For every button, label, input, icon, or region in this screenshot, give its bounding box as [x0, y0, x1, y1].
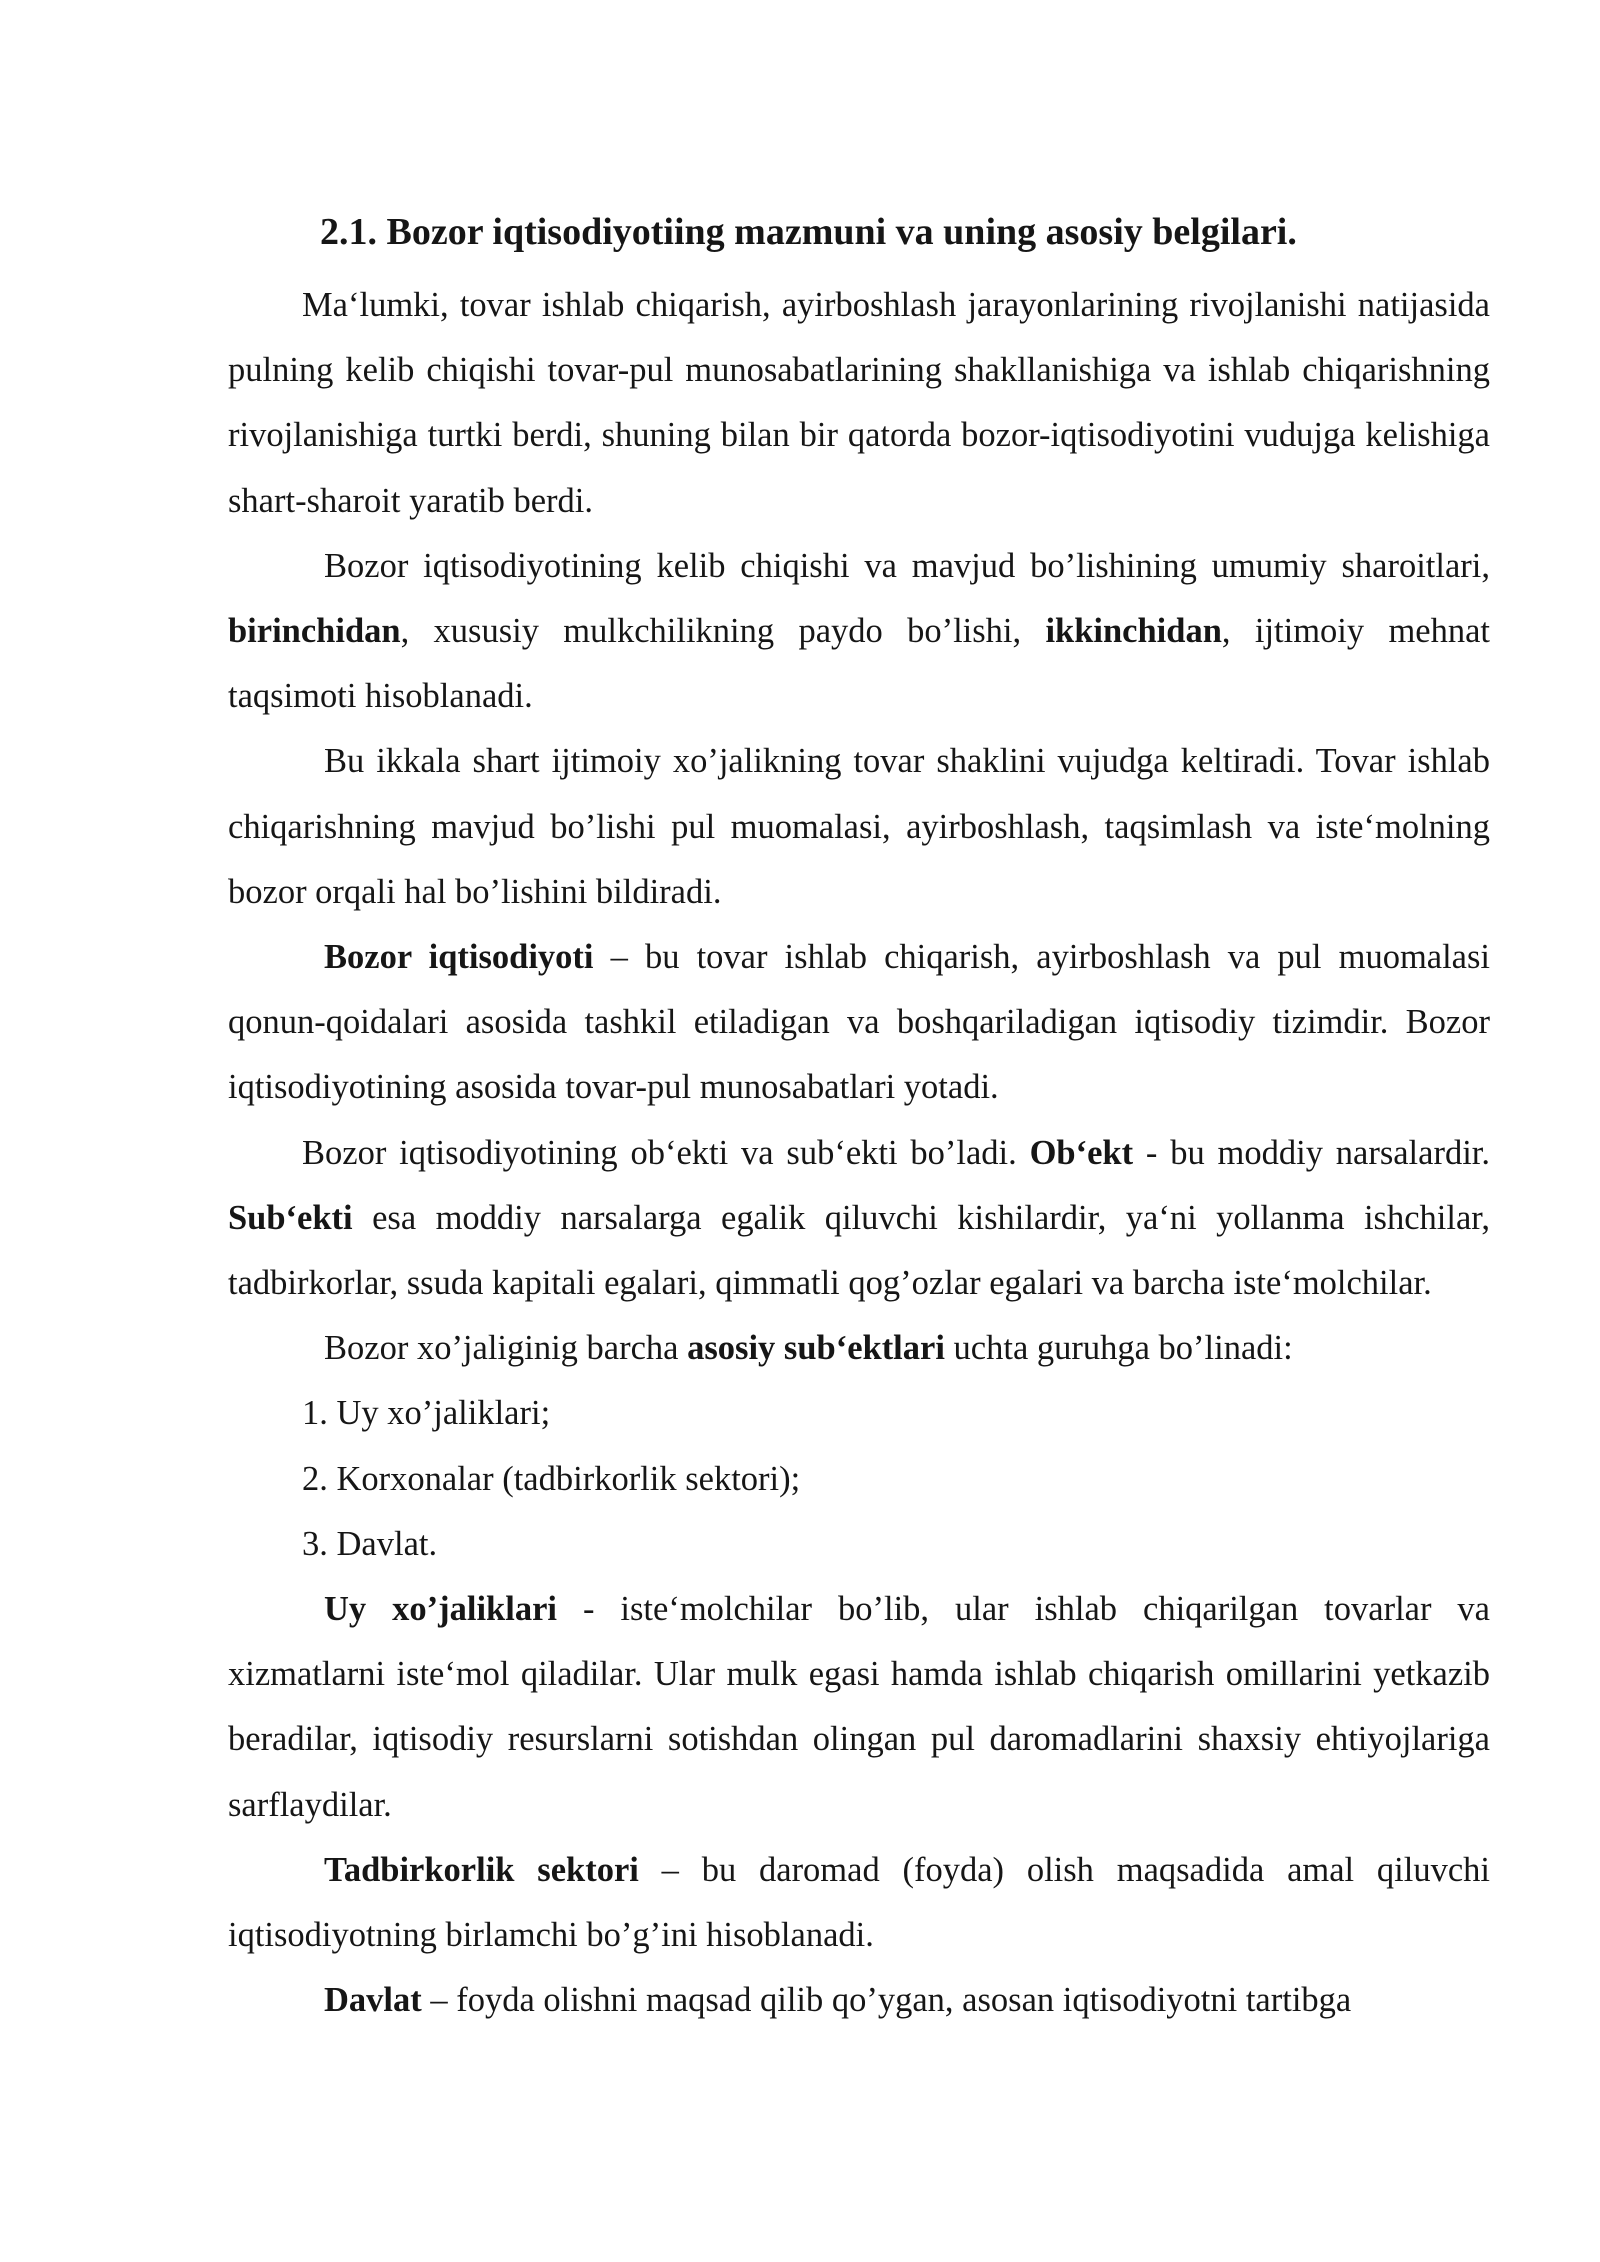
bold-term: Sub‘ekti: [228, 1198, 353, 1237]
paragraph-subjects-groups: [228, 1316, 1490, 1381]
paragraph-two-conditions: Bu ikkala shart ijtimoiy xo’jalikning tovar shaklini vujudga keltiradi. Tovar ishlab chiqarishning mavjud bo’lishi pul muomalasi, ayirboshlash, taqsimlash va iste‘molning bozor orqali hal bo’lishini bildiradi.: [228, 742, 1490, 911]
paragraph-definition: [228, 925, 1490, 1121]
paragraph-households: [228, 1577, 1490, 1838]
paragraph-conditions: [228, 534, 1490, 730]
bold-term: asosiy sub‘ektlari: [687, 1329, 945, 1368]
bold-term: Davlat: [324, 1981, 422, 2020]
text-run: Bozor iqtisodiyotining ob‘ekti va sub‘ekti bo’ladi.: [302, 1133, 1030, 1172]
paragraph-business-sector: [228, 1838, 1490, 1968]
text-run: - iste‘molchilar bo’lib, ular ishlab chiqarilgan tovarlar va xizmatlarni iste‘mol qiladilar. Ular mulk egasi hamda ishlab chiqarish omillarini yetkazib beradilar, iqtisodiy resurslarni sotishdan olingan pul daromadlarini shaxsiy ehtiyojlariga sarflaydilar.: [228, 1590, 1490, 1824]
paragraph-state: [228, 1968, 1490, 2033]
text-run: – bu daromad (foyda) olish maqsadida amal qiluvchi iqtisodiyotning birlamchi bo’g’ini hisoblanadi.: [228, 1850, 1490, 1955]
bold-term: Uy xo’jaliklari: [324, 1590, 557, 1629]
bold-term: Tadbirkorlik sektori: [324, 1850, 639, 1889]
bold-term: Bozor iqtisodiyoti: [324, 938, 594, 977]
list-item: 3. Davlat.: [302, 1524, 438, 1563]
text-run: Bozor iqtisodiyotining kelib chiqishi va mavjud bo’lishining umumiy sharoitlari,: [324, 546, 1490, 585]
text-run: - bu moddiy narsalardir.: [1133, 1133, 1490, 1172]
bold-term: birinchidan: [228, 612, 401, 651]
section-title: 2.1. Bozor iqtisodiyotiing mazmuni va uning asosiy belgilari.: [320, 211, 1297, 253]
text-run: – foyda olishni maqsad qilib qo’ygan, asosan iqtisodiyotni tartibga: [421, 1981, 1352, 2020]
bold-term: ikkinchidan: [1045, 612, 1222, 651]
document-body: [228, 273, 1490, 2033]
list-item: 1. Uy xo’jaliklari;: [302, 1394, 551, 1433]
paragraph-object-subject: [228, 1121, 1490, 1317]
list-item: 2. Korxonalar (tadbirkorlik sektori);: [302, 1459, 801, 1498]
text-run: , ijtimoiy mehnat taqsimoti hisoblanadi.: [228, 612, 1490, 716]
text-run: uchta guruhga bo’linadi:: [944, 1329, 1293, 1368]
bold-term: Ob‘ekt: [1029, 1133, 1134, 1172]
text-run: esa moddiy narsalarga egalik qiluvchi kishilardir, ya‘ni yollanma ishchilar, tadbirkorlar, ssuda kapitali egalari, qimmatli qog’ozlar egalari va barcha iste‘molchilar.: [228, 1198, 1490, 1303]
paragraph-intro: Ma‘lumki, tovar ishlab chiqarish, ayirboshlash jarayonlarining rivojlanishi natijasida pulning kelib chiqishi tovar-pul munosabatlarining shakllanishiga va ishlab chiqarishning rivojlanishiga turtki berdi, shuning bilan bir qatorda bozor-iqtisodiyotini vudujga kelishiga shart-sharoit yaratib berdi.: [228, 286, 1490, 520]
text-run: Bozor xo’jaliginig barcha: [324, 1329, 688, 1368]
text-run: , xususiy mulkchilikning paydo bo’lishi,: [400, 612, 1046, 651]
text-run: – bu tovar ishlab chiqarish, ayirboshlash va pul muomalasi qonun-qoidalari asosida tashkil etiladigan va boshqariladigan iqtisodiy tizimdir. Bozor iqtisodiyotining asosida tovar-pul munosabatlari yotadi.: [228, 938, 1491, 1107]
